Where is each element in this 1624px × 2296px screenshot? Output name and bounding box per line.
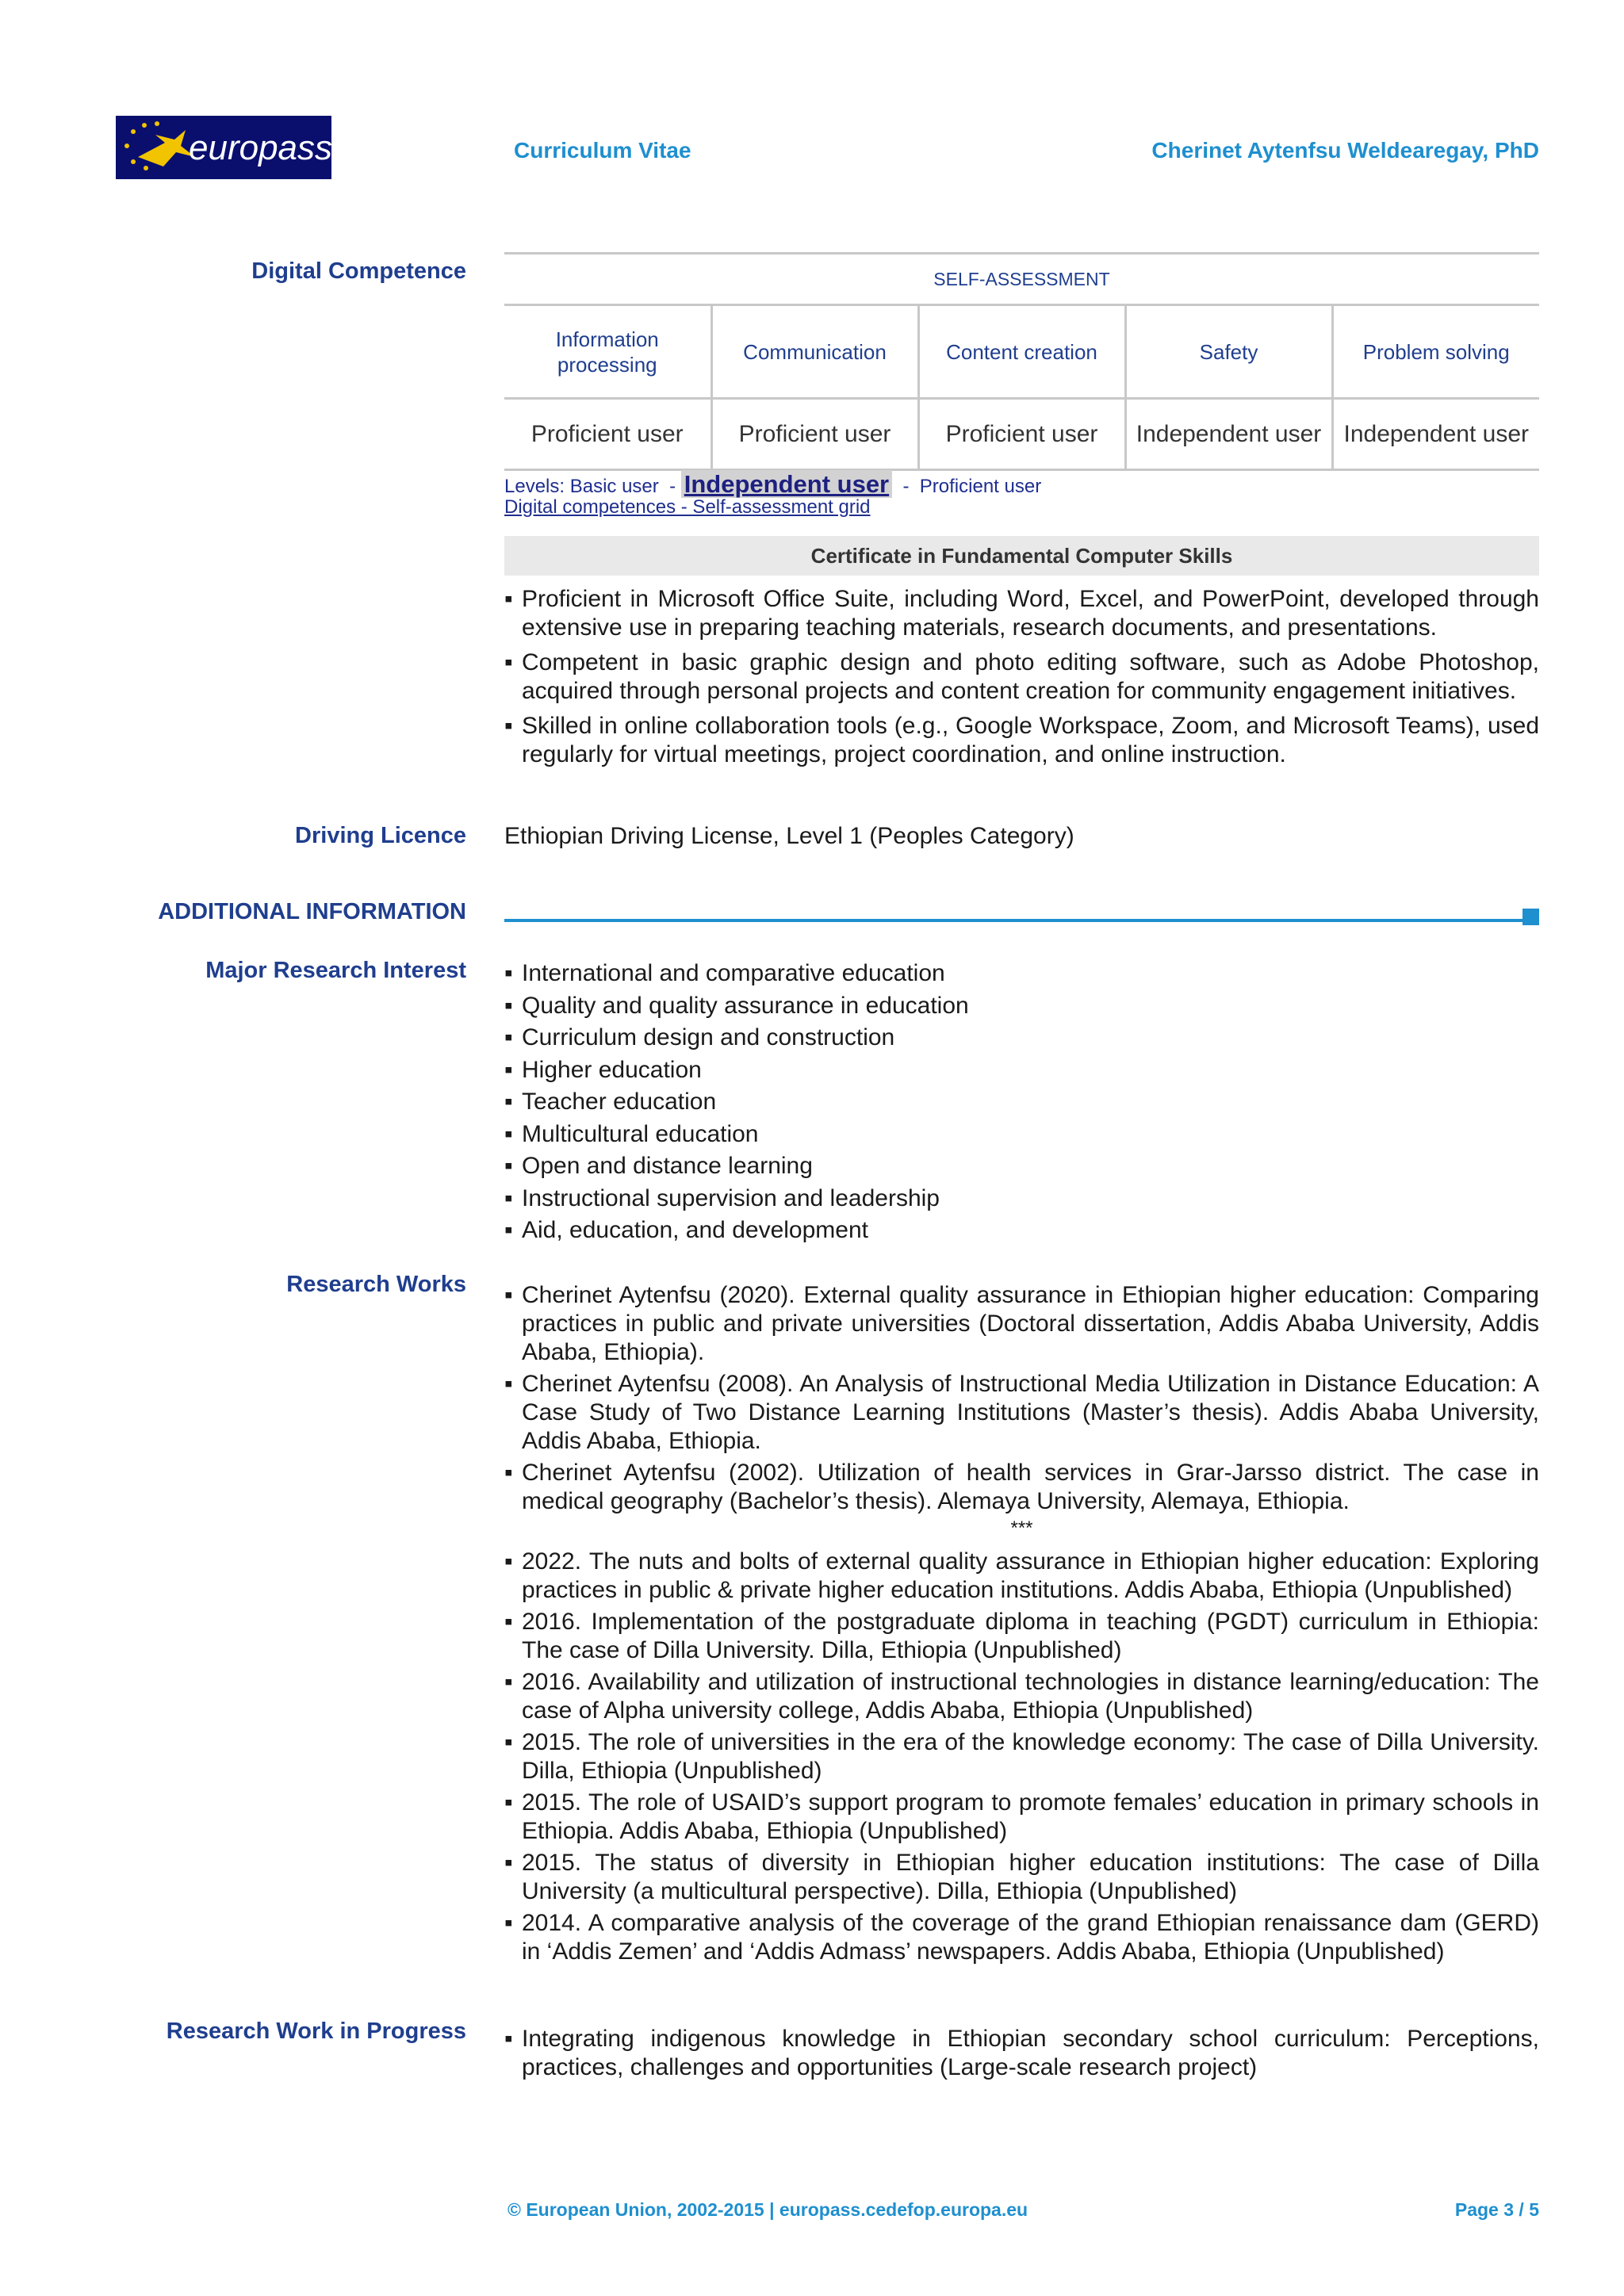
unpublished-works-list [504, 1548, 1539, 1969]
list-item: ▪ Integrating indigenous knowledge in Ethiopian secondary school curriculum: Perceptions, practices, challenges and opportunities (Large-scale research project) [504, 2025, 1539, 2082]
digital-competence-label: Digital Competence [251, 258, 466, 284]
person-name: Cherinet Aytenfsu Weldearegay, PhD [1151, 138, 1539, 163]
document-title: Curriculum Vitae [514, 138, 691, 163]
section-divider [504, 919, 1523, 922]
category-communication: Communication [711, 305, 918, 399]
footer-copyright: © European Union, 2002-2015 | europass.cedefop.europa.eu [508, 2199, 1028, 2220]
list-item: ▪ Competent in basic graphic design and photo editing software, such as Adobe Photoshop, acquired through personal projects and content creation for community engagement initiatives. [504, 649, 1539, 706]
list-item: ▪ Higher education [504, 1054, 1539, 1087]
list-item: ▪ Proficient in Microsoft Office Suite, including Word, Excel, and PowerPoint, developed through extensive use in preparing teaching materials, research documents, and presentations. [504, 585, 1539, 642]
list-item: ▪ 2022. The nuts and bolts of external quality assurance in Ethiopian higher education: Exploring practices in public & private higher education institutions. Addis Ababa, Ethiopia (Unpublished) [504, 1548, 1539, 1605]
category-problem-solving: Problem solving [1332, 305, 1539, 399]
list-item: ▪ 2015. The role of USAID’s support program to promote females’ education in primary schools in Ethiopia. Addis Ababa, Ethiopia (Unpublished) [504, 1789, 1539, 1846]
levels-legend [504, 470, 1041, 499]
digital-skills-list [504, 585, 1539, 775]
theses-list [504, 1281, 1539, 1519]
europass-logo [116, 116, 331, 179]
list-item: ▪ Cherinet Aytenfsu (2020). External quality assurance in Ethiopian higher education: Comparing practices in public and private universities (Doctoral dissertation, Addis Ababa University, Addis Ababa, Ethiopia). [504, 1281, 1539, 1367]
list-item: ▪ Open and distance learning [504, 1150, 1539, 1183]
self-assessment-heading: SELF-ASSESSMENT [504, 254, 1539, 305]
list-item: ▪ 2014. A comparative analysis of the coverage of the grand Ethiopian renaissance dam (GERD) in ‘Addis Zemen’ and ‘Addis Admass’ newspapers. Addis Ababa, Ethiopia (Unpublished) [504, 1909, 1539, 1966]
page-number: Page 3 / 5 [1454, 2199, 1539, 2220]
list-item: ▪ Multicultural education [504, 1119, 1539, 1151]
level-safety: Independent user [1125, 399, 1332, 470]
levels-suffix: - Proficient user [892, 476, 1042, 497]
driving-licence-value: Ethiopian Driving License, Level 1 (Peoples Category) [504, 823, 1074, 849]
additional-information-heading: ADDITIONAL INFORMATION [158, 899, 466, 924]
category-safety: Safety [1125, 305, 1332, 399]
list-item: ▪ Aid, education, and development [504, 1215, 1539, 1247]
list-item: ▪ Quality and quality assurance in education [504, 990, 1539, 1023]
research-interest-list [504, 958, 1539, 1247]
driving-licence-label: Driving Licence [295, 823, 466, 848]
level-problem-solving: Independent user [1332, 399, 1539, 470]
europass-logo-graphic [116, 116, 331, 179]
level-information-processing: Proficient user [504, 399, 711, 470]
list-item: ▪ Teacher education [504, 1086, 1539, 1119]
list-item: ▪ 2016. Availability and utilization of instructional technologies in distance learning/education: The case of Alpha university college, Addis Ababa, Ethiopia (Unpublished) [504, 1668, 1539, 1725]
self-assessment-grid-link[interactable]: Digital competences - Self-assessment grid [504, 496, 871, 518]
list-item: ▪ Curriculum design and construction [504, 1022, 1539, 1054]
certificate-title: Certificate in Fundamental Computer Skills [504, 536, 1539, 576]
section-marker-icon [1522, 909, 1539, 925]
list-item: ▪ 2016. Implementation of the postgraduate diploma in teaching (PGDT) curriculum in Ethiopia: The case of Dilla University. Dilla, Ethiopia (Unpublished) [504, 1608, 1539, 1665]
list-item: ▪ International and comparative education [504, 958, 1539, 990]
list-item: ▪ Cherinet Aytenfsu (2002). Utilization of health services in Grar-Jarsso district. The case in medical geography (Bachelor’s thesis). Alemaya University, Alemaya, Ethiopia. [504, 1459, 1539, 1516]
research-interest-label: Major Research Interest [205, 958, 466, 983]
levels-highlight: Independent user [681, 470, 892, 498]
digital-competence-grid [504, 252, 1539, 471]
category-content-creation: Content creation [918, 305, 1125, 399]
separator-stars: *** [1010, 1517, 1033, 1539]
level-communication: Proficient user [711, 399, 918, 470]
level-content-creation: Proficient user [918, 399, 1125, 470]
list-item: ▪ Skilled in online collaboration tools (e.g., Google Workspace, Zoom, and Microsoft Teams), used regularly for virtual meetings, project coordination, and online instruction. [504, 712, 1539, 769]
list-item: ▪ 2015. The status of diversity in Ethiopian higher education institutions: The case of Dilla University (a multicultural perspective). Dilla, Ethiopia (Unpublished) [504, 1849, 1539, 1906]
list-item: ▪ Instructional supervision and leadership [504, 1183, 1539, 1215]
research-in-progress-label: Research Work in Progress [166, 2019, 466, 2044]
logo-wordmark: europass [189, 128, 331, 167]
category-information-processing: Information processing [504, 305, 711, 399]
levels-prefix: Levels: Basic user - [504, 476, 681, 497]
research-works-label: Research Works [286, 1272, 466, 1297]
list-item: ▪ Cherinet Aytenfsu (2008). An Analysis of Instructional Media Utilization in Distance Education: A Case Study of Two Distance Learning Institutions (Master’s thesis). Addis Ababa University, Addis Ababa, Ethiopia. [504, 1370, 1539, 1456]
list-item: ▪ 2015. The role of universities in the era of the knowledge economy: The case of Dilla University. Dilla, Ethiopia (Unpublished) [504, 1728, 1539, 1785]
research-in-progress-list [504, 2025, 1539, 2082]
